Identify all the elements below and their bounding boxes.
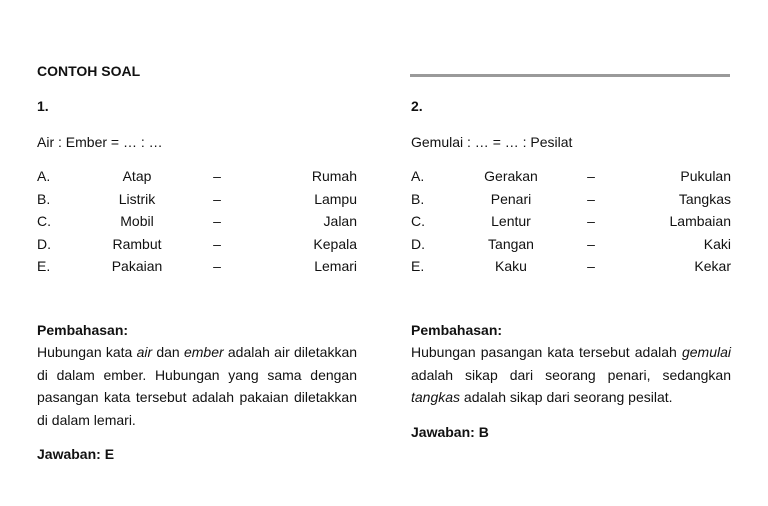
- option-b: [37, 188, 357, 211]
- option-word-2: Kekar: [694, 258, 731, 275]
- discussion-title: Pembahasan:: [411, 321, 503, 338]
- option-word-1: Atap: [122, 168, 152, 184]
- option-word-2: Tangkas: [678, 190, 731, 207]
- option-word-1: Penari: [490, 190, 532, 207]
- discussion-part: Hubungan pasangan kata tersebut adalah: [411, 343, 682, 360]
- question-number: 2.: [411, 98, 423, 114]
- discussion-italic: tangkas: [411, 389, 461, 406]
- option-e: [411, 255, 731, 278]
- question-1-column: [37, 96, 357, 464]
- option-word-2: Kaki: [703, 235, 731, 252]
- option-word-2: Lampu: [314, 190, 357, 207]
- option-letter: D.: [411, 235, 425, 252]
- option-letter: A.: [411, 168, 425, 184]
- options-list: [37, 165, 357, 278]
- option-word-2: Pukulan: [680, 168, 731, 184]
- option-dash: –: [213, 168, 221, 184]
- option-dash: –: [587, 258, 595, 275]
- option-word-1: Rambut: [112, 235, 162, 252]
- discussion-part: adalah sikap dari seorang pesilat.: [460, 389, 673, 406]
- answer-text: Jawaban: B: [411, 423, 489, 440]
- page-heading: CONTOH SOAL: [37, 63, 141, 79]
- option-c: [411, 210, 731, 233]
- option-dash: –: [213, 235, 221, 252]
- discussion-text: [411, 341, 731, 409]
- header-divider: [410, 74, 730, 77]
- option-letter: C.: [37, 213, 51, 230]
- option-word-2: Rumah: [311, 168, 357, 184]
- option-letter: B.: [411, 190, 425, 207]
- option-dash: –: [587, 168, 595, 184]
- option-e: [37, 255, 357, 278]
- option-a: [411, 165, 731, 188]
- option-word-2: Lemari: [314, 258, 357, 275]
- option-word-2: Lambaian: [669, 213, 731, 230]
- option-word-1: Pakaian: [111, 258, 163, 275]
- discussion-part: dan: [152, 343, 184, 360]
- discussion-part: Hubungan kata: [37, 343, 137, 360]
- option-word-1: Listrik: [118, 190, 156, 207]
- discussion-italic: gemulai: [681, 343, 731, 360]
- option-letter: D.: [37, 235, 51, 252]
- option-d: [411, 233, 731, 256]
- option-letter: E.: [37, 258, 51, 275]
- answer-text: Jawaban: E: [37, 446, 115, 463]
- option-word-2: Kepala: [313, 235, 357, 252]
- option-word-1: Gerakan: [484, 168, 538, 184]
- question-2-column: [411, 96, 731, 442]
- option-c: [37, 210, 357, 233]
- option-letter: B.: [37, 190, 51, 207]
- option-dash: –: [587, 190, 595, 207]
- option-word-1: Lentur: [491, 213, 531, 230]
- option-b: [411, 188, 731, 211]
- discussion-part: adalah sikap dari seorang penari, sedangkan: [411, 366, 731, 383]
- option-word-1: Kaku: [495, 258, 527, 275]
- option-dash: –: [213, 190, 221, 207]
- option-a: [37, 165, 357, 188]
- option-letter: C.: [411, 213, 425, 230]
- option-word-1: Tangan: [488, 235, 534, 252]
- discussion-title: Pembahasan:: [37, 321, 129, 338]
- option-letter: E.: [411, 258, 425, 275]
- discussion-part: adalah air diletakkan di dalam ember. Hubungan yang sama dengan pasangan kata tersebut adalah pakaian diletakkan di dalam lemari.: [37, 343, 358, 428]
- option-d: [37, 233, 357, 256]
- question-text: Air : Ember = … : …: [37, 134, 163, 150]
- option-word-2: Jalan: [323, 213, 357, 230]
- options-list: [411, 165, 731, 278]
- option-dash: –: [213, 258, 221, 275]
- option-dash: –: [587, 213, 595, 230]
- option-dash: –: [587, 235, 595, 252]
- discussion-italic: ember: [183, 343, 224, 360]
- option-letter: A.: [37, 168, 51, 184]
- discussion-text: [37, 341, 357, 431]
- question-number: 1.: [37, 98, 49, 114]
- discussion-italic: air: [136, 343, 153, 360]
- question-text: Gemulai : … = … : Pesilat: [411, 134, 573, 150]
- option-dash: –: [213, 213, 221, 230]
- option-word-1: Mobil: [120, 213, 154, 230]
